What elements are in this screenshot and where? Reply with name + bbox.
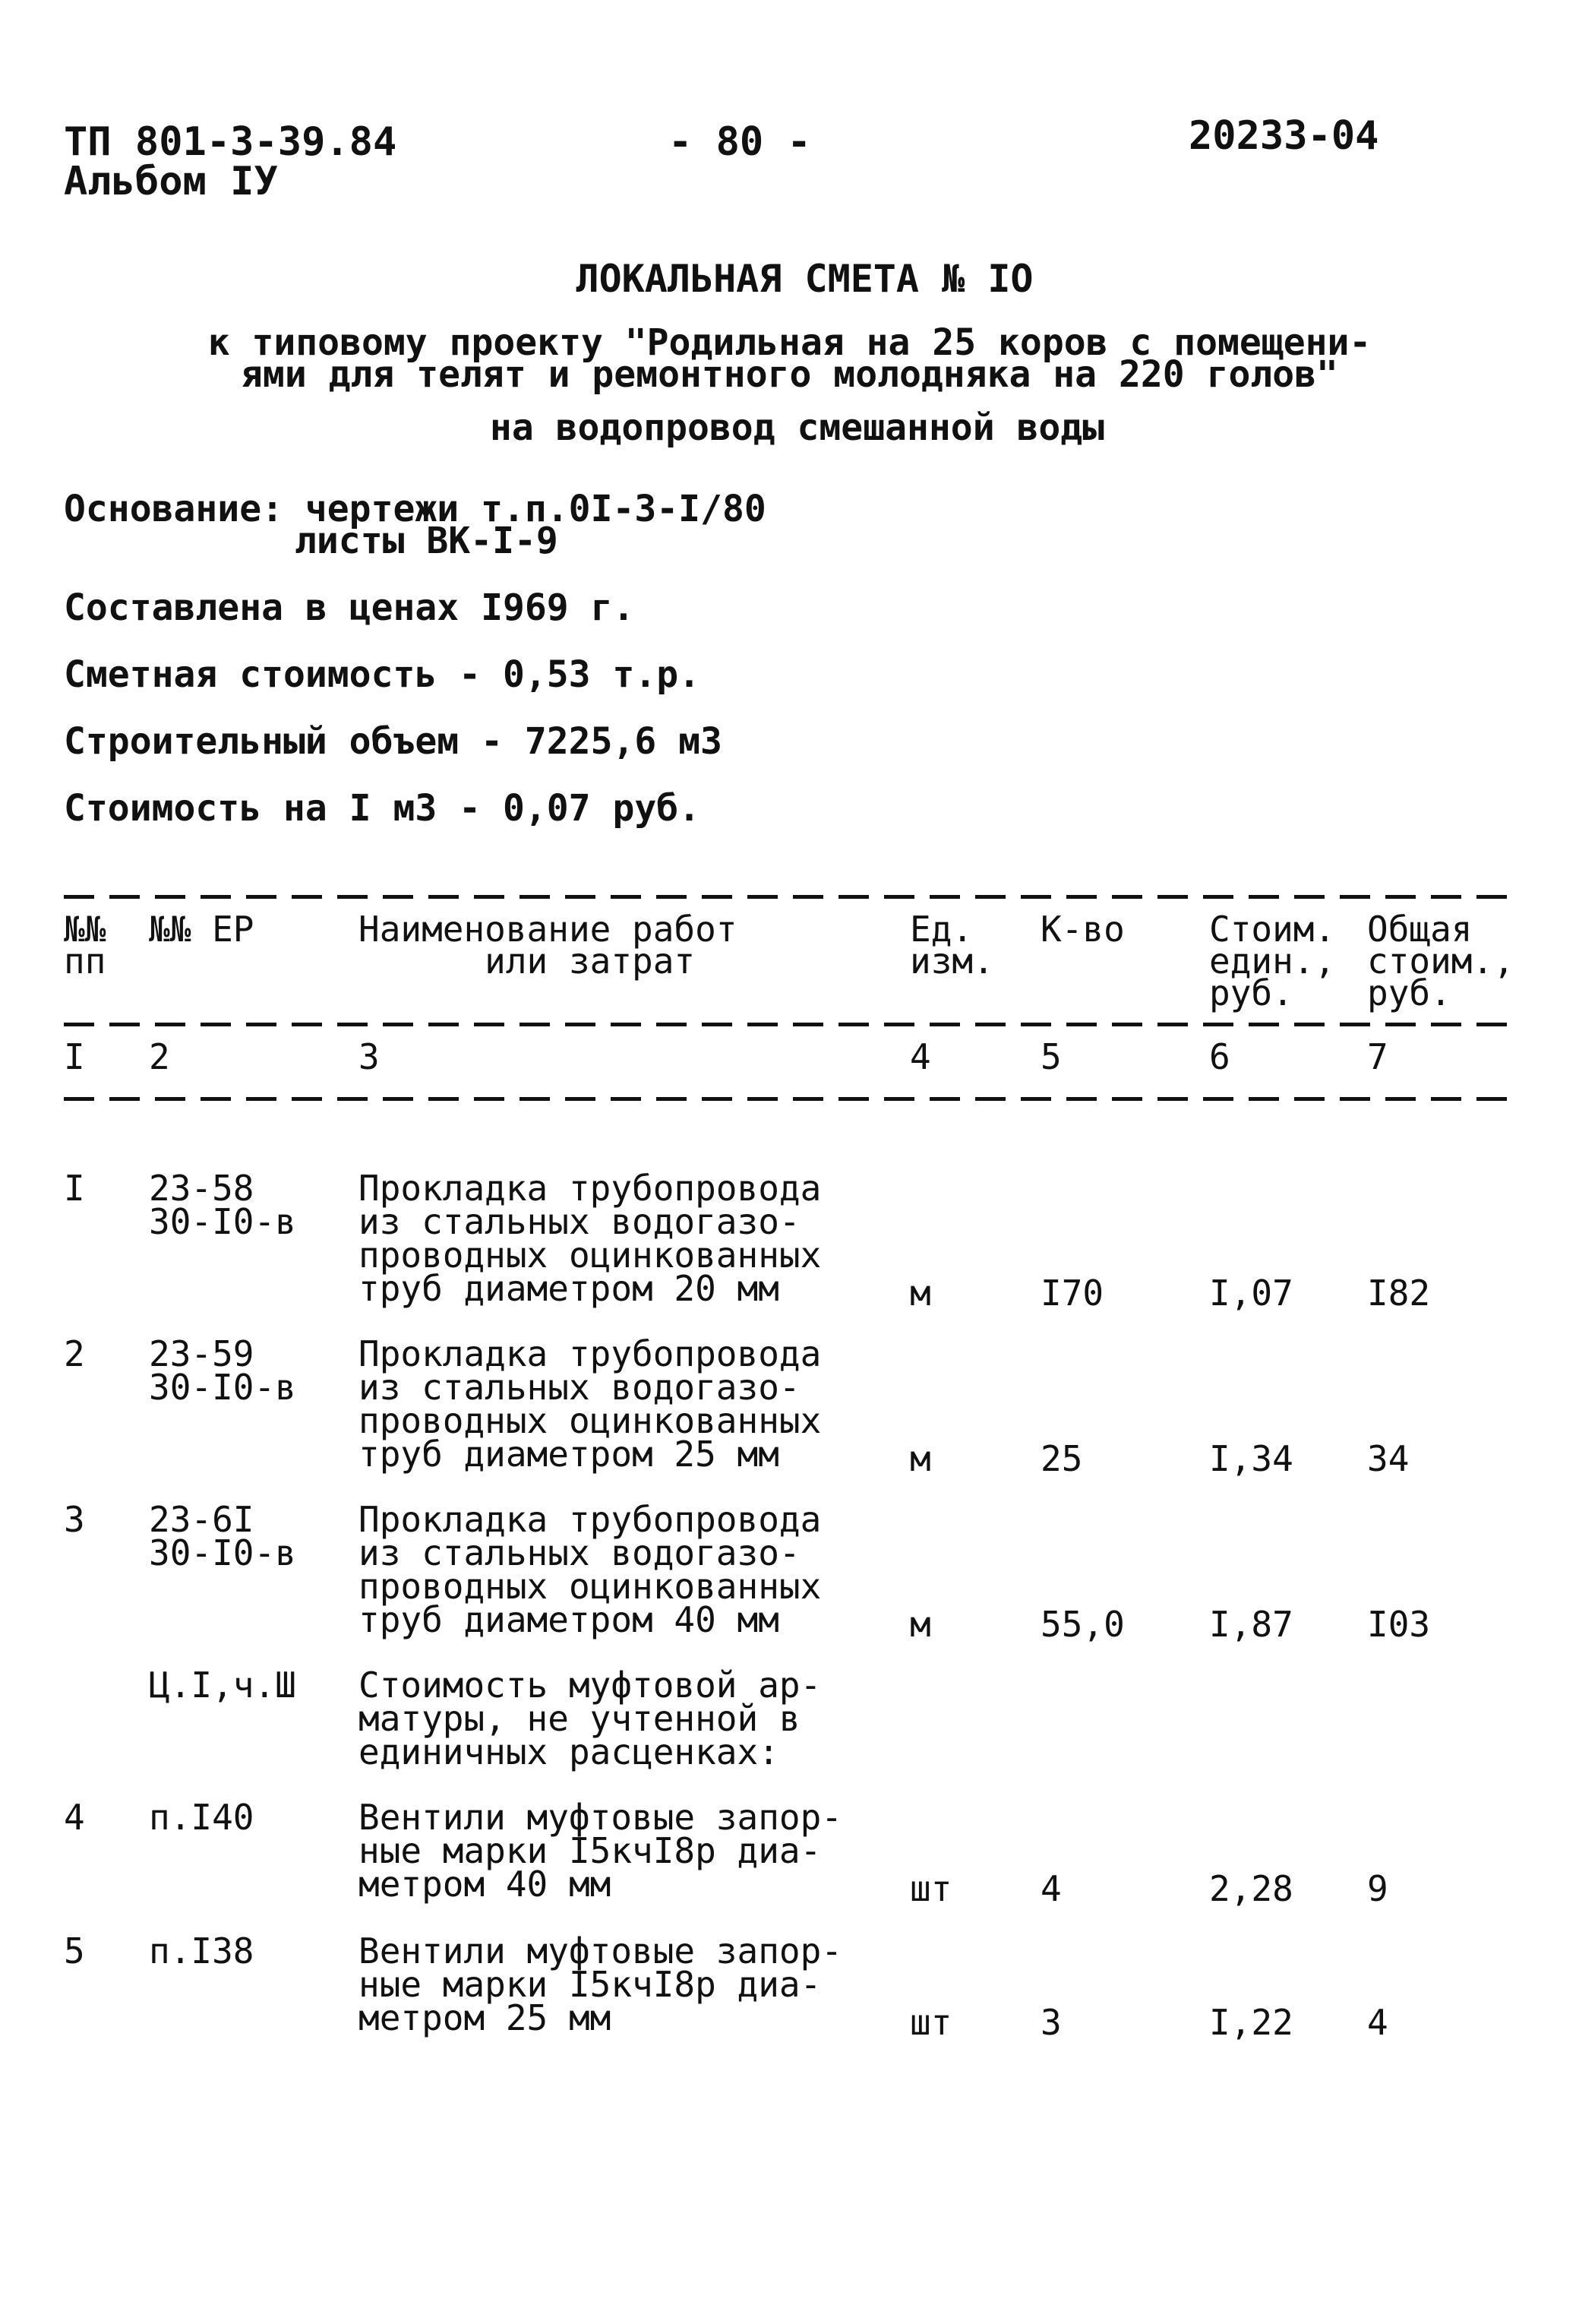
album-label: Альбом IУ [64,159,278,204]
estimated-cost: Сметная стоимость - 0,53 т.р. [64,653,701,696]
document-title: ЛОКАЛЬНАЯ СМЕТА № IO [576,257,1034,301]
row-er: 23-58 30-I0-в [149,1168,296,1242]
row-unit: м [910,1438,931,1479]
row-unit-cost: I,34 [1209,1438,1293,1479]
sheet-code: 20233-04 [1189,113,1379,159]
row-er: Ц.I,ч.Ш [149,1665,296,1706]
header-num: №№ пп [64,909,106,982]
prices-year: Составлена в ценах I969 г. [64,587,635,629]
row-unit-cost: 2,28 [1209,1868,1293,1909]
basis-line-2: листы ВК-I-9 [295,520,558,562]
row-total: 34 [1367,1438,1410,1479]
row-num: 2 [64,1333,85,1374]
row-unit: м [910,1273,931,1314]
row-name: Прокладка трубопровода из стальных водогазо- проводных оцинкованных труб диаметром 25 мм [358,1333,822,1475]
subtitle-line-3: на водопровод смешанной воды [489,406,1105,449]
row-unit: шт [910,2002,952,2043]
header-separator-rule [64,1023,1519,1026]
row-qty: I70 [1041,1273,1104,1314]
header-name: Наименование работ или затрат [358,909,737,982]
row-name: Вентили муфтовые запор- ные марки I5кчI8р диа- метром 25 мм [358,1930,842,2038]
cost-per-m3: Стоимость на I м3 - 0,07 руб. [64,787,701,830]
construction-volume: Строительный объем - 7225,6 м3 [64,720,722,763]
subtitle-line-2: ями для телят и ремонтного молодняка на 220 голов" [241,353,1338,396]
row-unit-cost: I,07 [1209,1273,1293,1314]
row-qty: 25 [1041,1438,1083,1479]
column-numbers-rule [64,1097,1519,1101]
row-total: 4 [1367,2002,1388,2043]
row-num: I [64,1168,85,1209]
table-top-rule [64,895,1519,899]
row-unit: м [910,1604,931,1645]
row-total: I03 [1367,1604,1431,1645]
col-number-3: 3 [358,1036,380,1077]
basis-line-1: Основание: чертежи т.п.0I-3-I/80 [64,488,766,530]
col-number-5: 5 [1041,1036,1062,1077]
col-number-2: 2 [149,1036,170,1077]
header-er: №№ ЕР [149,909,254,950]
col-number-7: 7 [1367,1036,1388,1077]
row-num: 5 [64,1930,85,1971]
document-code: ТП 801-3-39.84 [64,119,397,165]
page-number: - 80 - [668,119,811,165]
row-unit: шт [910,1868,952,1909]
row-er: 23-6I 30-I0-в [149,1499,296,1573]
row-name: Вентили муфтовые запор- ные марки I5кчI8р диа- метром 40 мм [358,1797,842,1905]
col-number-1: I [64,1036,85,1077]
row-qty: 55,0 [1041,1604,1125,1645]
row-unit-cost: I,22 [1209,2002,1293,2043]
row-name: Стоимость муфтовой ар- матуры, не учтенной в единичных расценках: [358,1665,822,1772]
subtitle-line-1: к типовому проекту "Родильная на 25 коров с помещени- [207,321,1372,364]
row-qty: 4 [1041,1868,1062,1909]
row-unit-cost: I,87 [1209,1604,1293,1645]
row-total: I82 [1367,1273,1431,1314]
row-er: п.I38 [149,1930,254,1971]
row-er: п.I40 [149,1797,254,1838]
row-num: 4 [64,1797,85,1838]
header-qty: К-во [1041,909,1125,950]
row-total: 9 [1367,1868,1388,1909]
row-qty: 3 [1041,2002,1062,2043]
header-unit-cost: Стоим. един., руб. [1209,909,1336,1013]
header-total-cost: Общая стоим., руб. [1367,909,1514,1013]
row-num: 3 [64,1499,85,1540]
header-unit: Ед. изм. [910,909,994,982]
col-number-4: 4 [910,1036,931,1077]
row-name: Прокладка трубопровода из стальных водогазо- проводных оцинкованных труб диаметром 40 мм [358,1499,822,1640]
row-name: Прокладка трубопровода из стальных водогазо- проводных оцинкованных труб диаметром 20 мм [358,1168,822,1309]
row-er: 23-59 30-I0-в [149,1333,296,1408]
col-number-6: 6 [1209,1036,1230,1077]
